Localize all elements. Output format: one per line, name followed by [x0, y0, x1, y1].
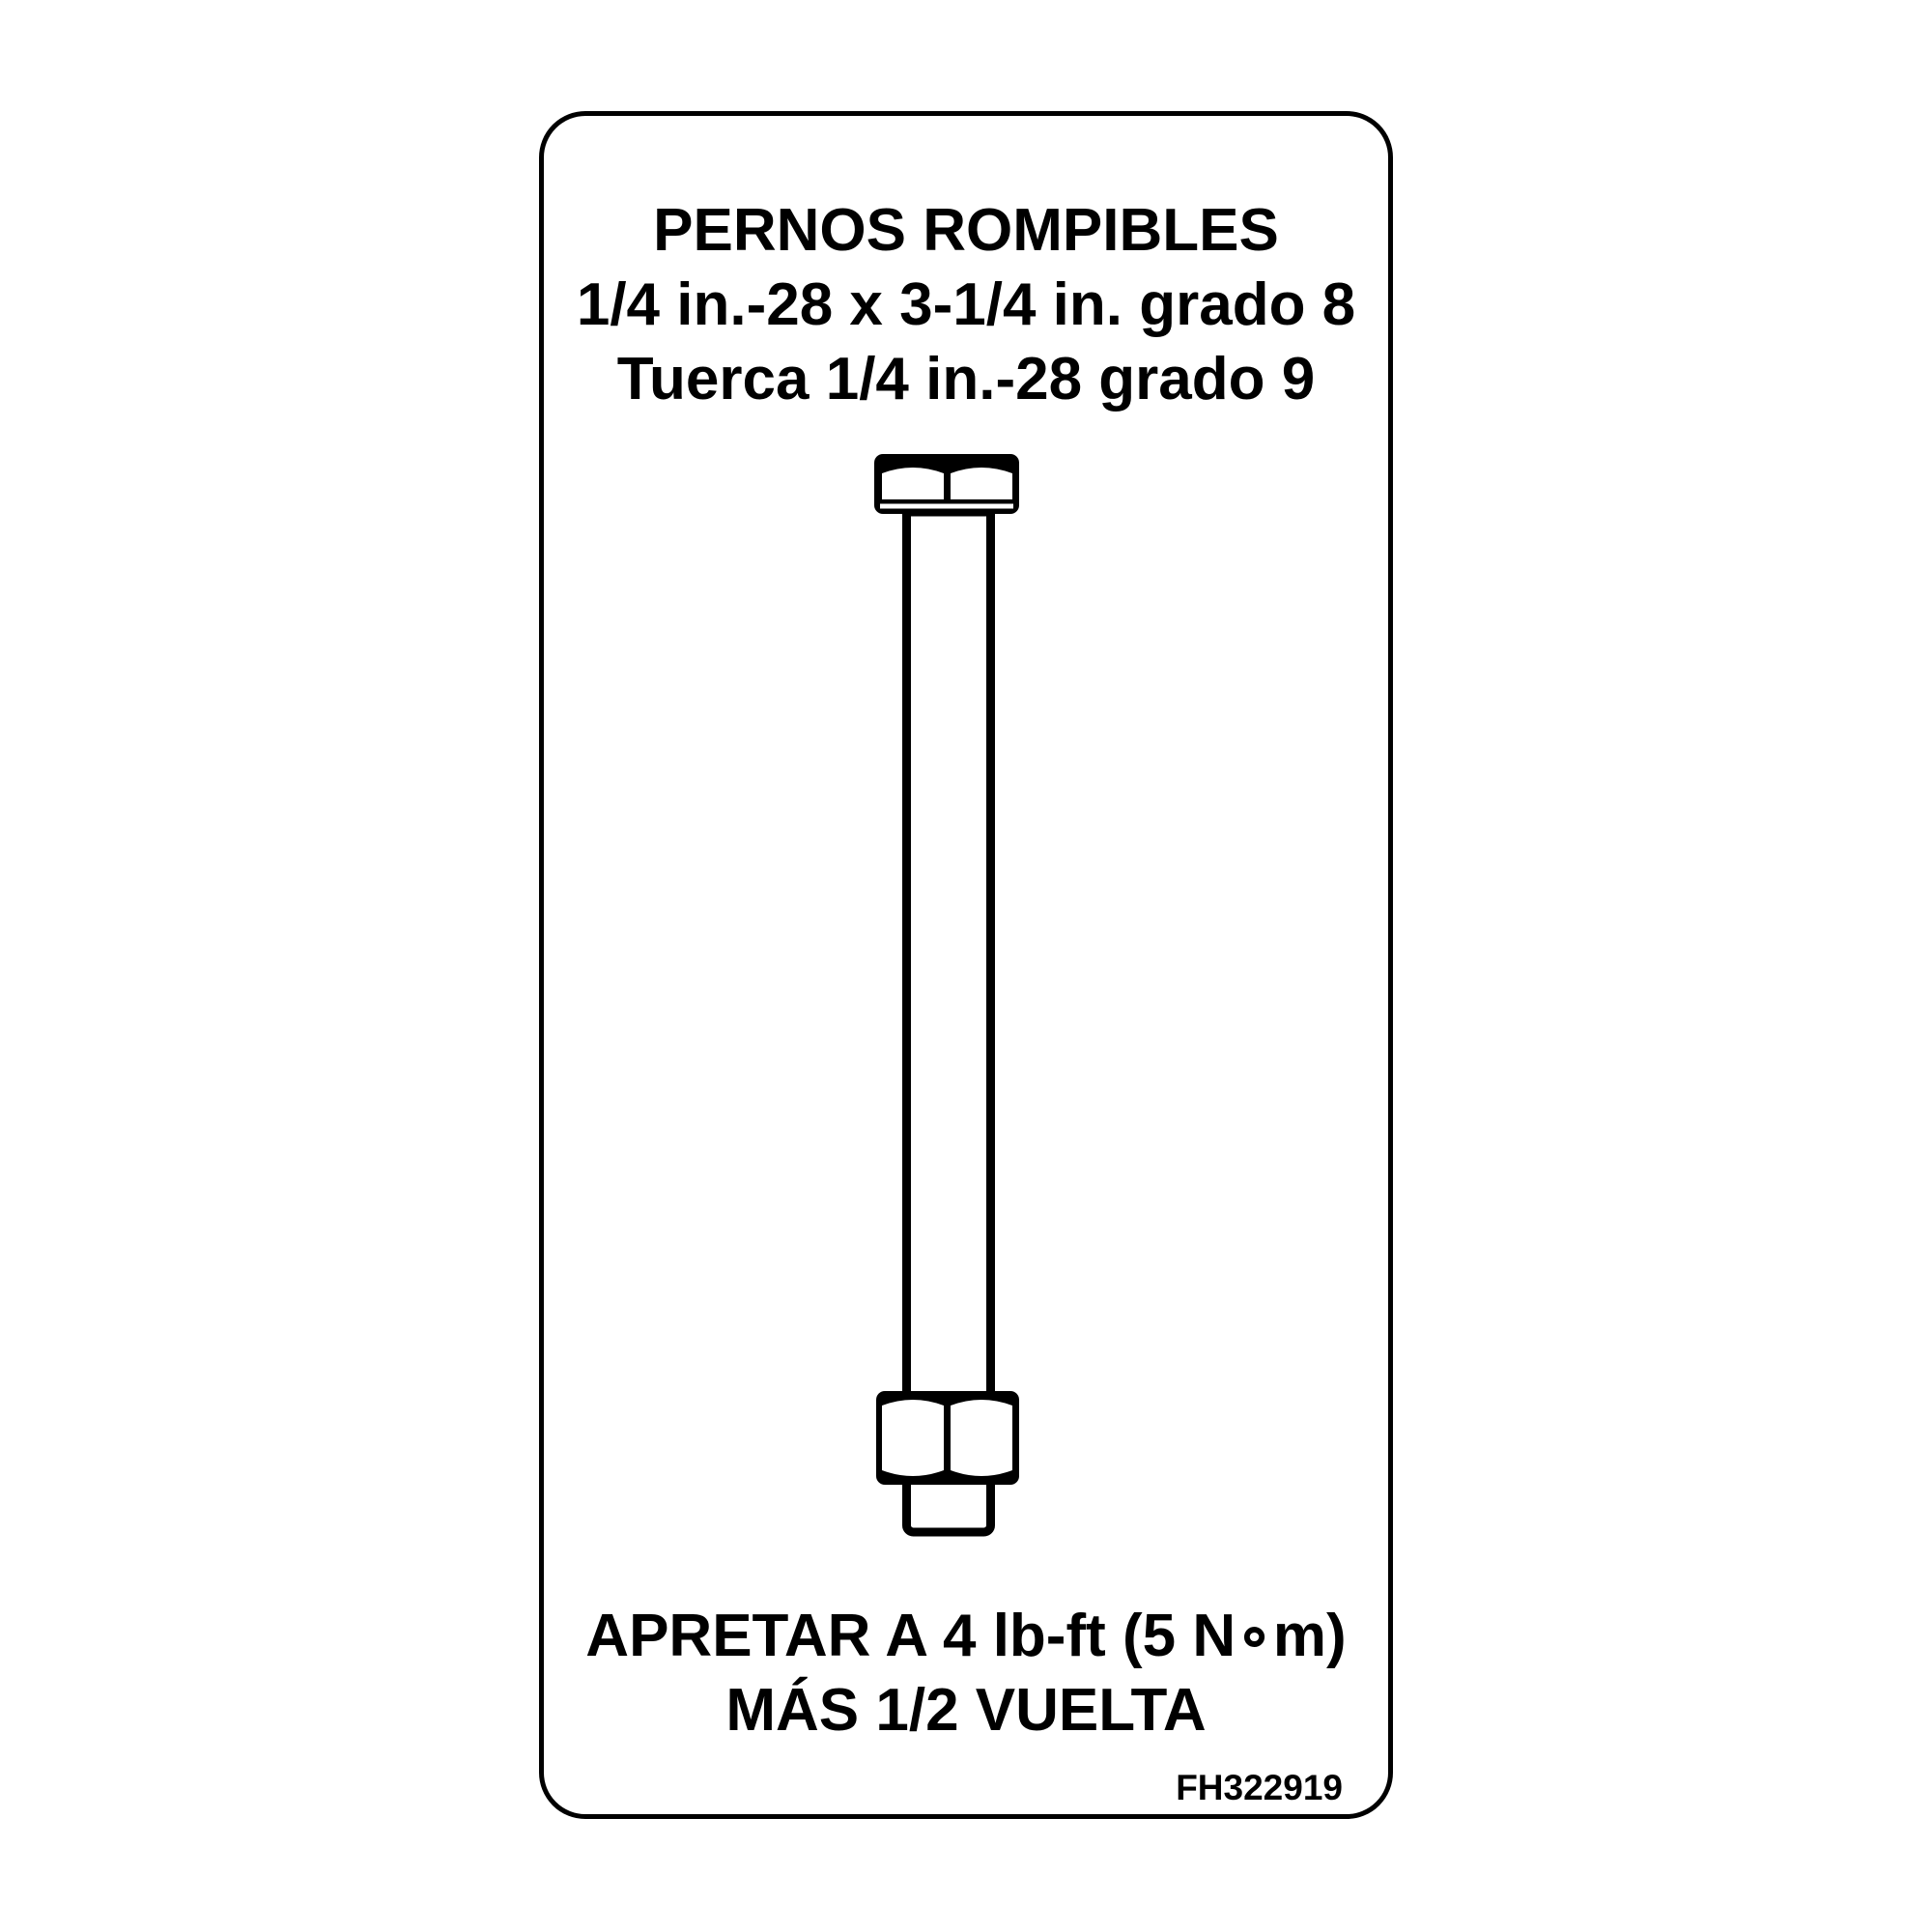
hex-nut [876, 1391, 1019, 1485]
part-number: FH322919 [1176, 1768, 1343, 1807]
label-title: PERNOS ROMPIBLES [653, 197, 1279, 264]
bolt-diagram [826, 444, 1077, 1550]
nut-spec-line: Tuerca 1/4 in.-28 grado 9 [616, 346, 1316, 412]
torque-line-2: MÁS 1/2 VUELTA [725, 1677, 1207, 1744]
torque-line-1: APRETAR A 4 lb-ft (5 N∘m) [585, 1603, 1347, 1669]
bolt-spec-line: 1/4 in.-28 x 3-1/4 in. grado 8 [576, 271, 1356, 338]
bolt-head [874, 454, 1019, 514]
torque-instructions [544, 1599, 1388, 1747]
bolt-shaft [907, 512, 991, 1399]
label-header [544, 193, 1388, 416]
label-card [539, 111, 1393, 1819]
